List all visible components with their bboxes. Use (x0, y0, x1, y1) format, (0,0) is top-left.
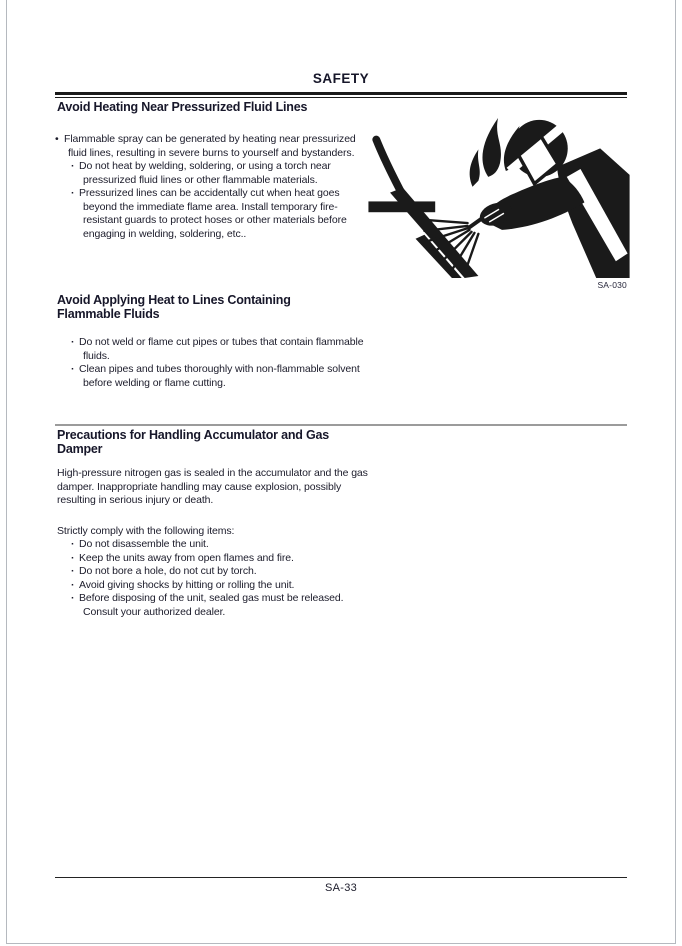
list-item-text: Before disposing of the unit, sealed gas must be released. Consult your authorized dealer. (79, 592, 344, 618)
section3-bullet-list (55, 538, 375, 619)
dot-marker: · (71, 565, 75, 577)
list-item-text: Do not heat by welding, soldering, or using a torch near pressurized fluid lines or other flammable materials. (79, 160, 331, 186)
section-divider-rule (55, 424, 627, 426)
footer-rule (55, 877, 627, 878)
list-item-text: Keep the units away from open flames and fire. (79, 551, 294, 564)
list-item (71, 579, 375, 593)
list-item-text: Do not bore a hole, do not cut by torch. (79, 565, 257, 577)
dot-marker: · (71, 187, 75, 199)
list-item (71, 187, 357, 241)
list-item-text: Flammable spray can be generated by heating near pressurized fluid lines, resulting in severe burns to yourself and bystanders. (64, 133, 356, 159)
flame-shape-3 (470, 149, 480, 186)
section3-paragraph: High-pressure nitrogen gas is sealed in the accumulator and the gas damper. Inappropriate handling may cause explosion, possibly resulting in serious injury or death. (57, 467, 368, 506)
header-double-rule (55, 92, 627, 98)
dot-marker: · (71, 578, 75, 591)
section3-lead-in: Strictly comply with the following items: (57, 525, 235, 537)
section1-bullet-list (55, 133, 357, 241)
list-item (71, 565, 375, 579)
list-item (71, 552, 375, 566)
torch (469, 218, 483, 228)
list-item (71, 592, 375, 619)
dot-marker: · (71, 592, 75, 604)
list-item-text: Do not weld or flame cut pipes or tubes that contain flammable fluids. (79, 336, 364, 362)
flame-shape-1 (482, 118, 500, 177)
list-item-text: Clean pipes and tubes thoroughly with non-flammable solvent before welding or flame cutting. (79, 363, 360, 389)
bullet-marker: • (55, 133, 59, 145)
list-item (71, 363, 367, 390)
section-heading-flammable-fluids: Avoid Applying Heat to Lines Containing Flammable Fluids (57, 293, 291, 321)
list-item (71, 336, 367, 363)
list-item-text: Do not disassemble the unit. (79, 538, 209, 550)
figure-caption: SA-030 (597, 280, 627, 290)
dot-marker: · (71, 363, 75, 375)
dot-marker: · (71, 538, 75, 550)
list-item (71, 538, 375, 552)
list-item (55, 133, 357, 160)
page-number: SA-33 (324, 882, 358, 894)
dot-marker: · (71, 336, 75, 348)
welder-illustration (368, 116, 632, 278)
dot-marker: · (71, 160, 75, 172)
welder-illustration-svg (368, 116, 632, 278)
section-heading-pressurized-fluid-lines: Avoid Heating Near Pressurized Fluid Lines (57, 100, 308, 114)
section-heading-accumulator-gas-damper: Precautions for Handling Accumulator and Gas Damper (57, 428, 330, 456)
list-item-text: Pressurized lines can be accidentally cut when heat goes beyond the immediate flame area. Install temporary fire-resistant guards to protect hoses or other materials before engaging in welding, soldering, etc.. (79, 187, 347, 240)
section2-bullet-list (55, 336, 367, 390)
list-item (71, 160, 357, 187)
list-item-text: Avoid giving shocks by hitting or rolling the unit. (79, 578, 295, 591)
page-content (55, 0, 627, 946)
page-title: SAFETY (312, 71, 370, 86)
dot-marker: · (71, 551, 75, 564)
